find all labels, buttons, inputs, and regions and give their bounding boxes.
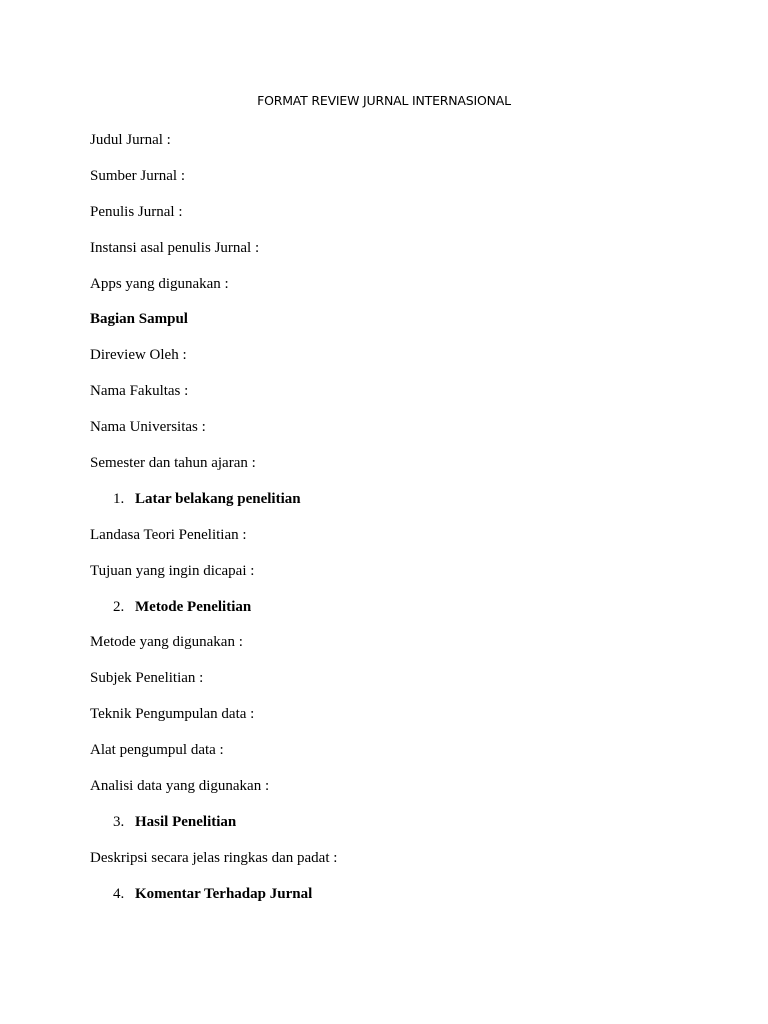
section-number: 4. (113, 885, 125, 902)
section-title: Metode Penelitian (135, 598, 252, 615)
form-field-label: Tujuan yang ingin dicapai : (90, 562, 255, 579)
numbered-section-heading (90, 885, 690, 903)
section-title: Hasil Penelitian (135, 813, 237, 830)
form-field-label: Semester dan tahun ajaran : (90, 455, 256, 472)
form-field-label: Analisi data yang digunakan : (90, 778, 270, 795)
form-field-label: Landasa Teori Penelitian : (90, 526, 247, 543)
form-field-label: Metode yang digunakan : (90, 634, 243, 651)
document-body (90, 131, 690, 921)
section-heading: Bagian Sampul (90, 311, 188, 328)
section-number: 2. (113, 598, 125, 615)
numbered-section-heading (90, 598, 690, 616)
form-field-label: Direview Oleh : (90, 347, 187, 364)
form-field-label: Apps yang digunakan : (90, 275, 229, 292)
section-number: 3. (113, 813, 125, 830)
form-field-label: Subjek Penelitian : (90, 670, 204, 687)
form-field-label: Alat pengumpul data : (90, 742, 224, 759)
form-field-label: Sumber Jurnal : (90, 167, 185, 184)
form-field-label: Teknik Pengumpulan data : (90, 706, 255, 723)
numbered-section-heading (90, 490, 690, 508)
form-field-label: Penulis Jurnal : (90, 203, 183, 220)
document-title: FORMAT REVIEW JURNAL INTERNASIONAL (257, 93, 511, 108)
form-field-label: Judul Jurnal : (90, 132, 171, 148)
section-number: 1. (113, 490, 125, 507)
form-field-label: Instansi asal penulis Jurnal : (90, 239, 260, 256)
form-field-label: Nama Fakultas : (90, 383, 189, 400)
form-field-label: Deskripsi secara jelas ringkas dan padat : (90, 849, 338, 866)
numbered-section-heading (90, 813, 690, 831)
form-field-label: Nama Universitas : (90, 419, 206, 436)
section-title: Komentar Terhadap Jurnal (135, 885, 313, 902)
section-title: Latar belakang penelitian (135, 490, 301, 507)
